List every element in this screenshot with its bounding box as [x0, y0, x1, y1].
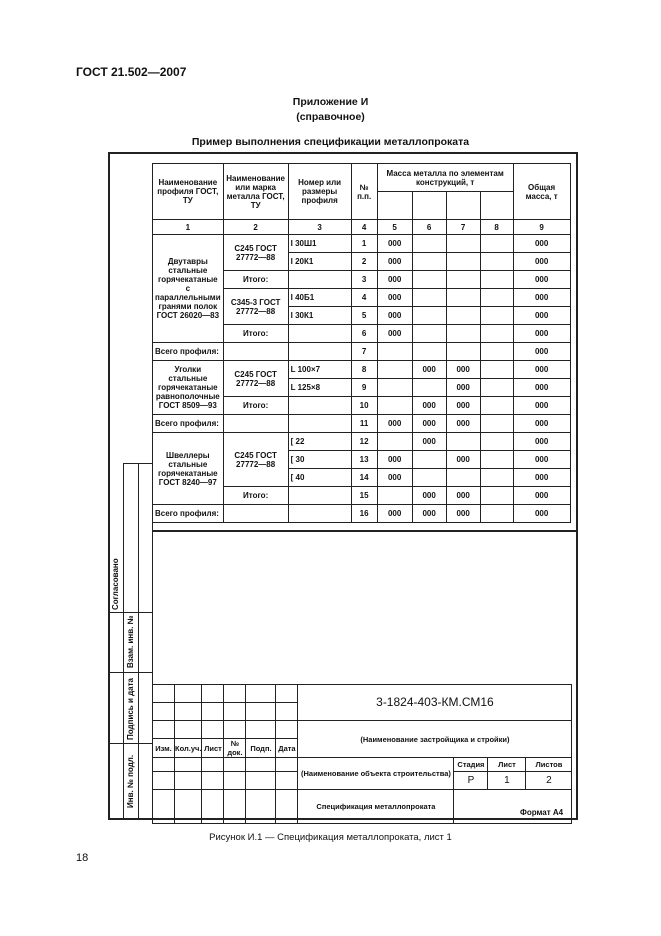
cell-mass	[412, 289, 446, 307]
cell-mass	[412, 307, 446, 325]
cell-mass	[446, 307, 480, 325]
col-number: 1	[153, 220, 224, 235]
cell-mass: 000	[446, 451, 480, 469]
cell-mass	[377, 487, 412, 505]
cell-grade: С245 ГОСТ 27772—88	[223, 235, 288, 271]
cell-total: 000	[513, 325, 570, 343]
stamp-col-label: № док.	[224, 739, 246, 758]
cell-grade: Итого:	[223, 397, 288, 415]
cell-profile: Двутавры стальные горячекатаные с параллельными гранями полок ГОСТ 26020—83	[153, 235, 224, 343]
cell-mass: 000	[412, 415, 446, 433]
side-label-agreed: Согласовано	[111, 558, 120, 610]
cell-mass: 000	[446, 487, 480, 505]
cell-num	[288, 487, 351, 505]
sheet-label: Лист	[488, 758, 526, 772]
cell-profile: Уголки стальные горячекатаные равнополочные ГОСТ 8509—93	[153, 361, 224, 415]
cell-mass	[446, 289, 480, 307]
cell-total: 000	[513, 487, 570, 505]
table-row	[153, 505, 571, 523]
col-number: 8	[480, 220, 513, 235]
cell-mass: 000	[412, 487, 446, 505]
cell-total: 000	[513, 343, 570, 361]
cell-mass	[480, 451, 513, 469]
cell-mass	[412, 379, 446, 397]
cell-mass	[446, 325, 480, 343]
cell-mass	[480, 397, 513, 415]
cell-mass	[412, 271, 446, 289]
cell-mass	[480, 271, 513, 289]
cell-grade: С345-3 ГОСТ 27772—88	[223, 289, 288, 325]
cell-mass: 000	[377, 235, 412, 253]
cell-pos: 11	[351, 415, 377, 433]
col-number: 7	[446, 220, 480, 235]
cell-mass: 000	[412, 433, 446, 451]
document-header: ГОСТ 21.502—2007	[76, 65, 187, 79]
cell-grade	[223, 343, 288, 361]
cell-pos: 3	[351, 271, 377, 289]
stage-value: Р	[454, 772, 488, 790]
col-number: 5	[377, 220, 412, 235]
specification-table	[152, 163, 571, 523]
cell-mass	[480, 253, 513, 271]
cell-mass: 000	[377, 415, 412, 433]
side-strip-line	[108, 743, 152, 744]
cell-num	[288, 343, 351, 361]
table-row	[153, 433, 571, 451]
page-number: 18	[76, 852, 89, 864]
cell-pos: 12	[351, 433, 377, 451]
cell-total: 000	[513, 379, 570, 397]
cell-mass	[480, 235, 513, 253]
header-number: Номер или размеры профиля	[288, 164, 351, 220]
col-number: 9	[513, 220, 570, 235]
cell-num	[288, 505, 351, 523]
enterprise-name: (Наименование застройщика и стройки)	[298, 721, 572, 758]
cell-total: 000	[513, 307, 570, 325]
cell-total: 000	[513, 505, 570, 523]
cell-pos: 5	[351, 307, 377, 325]
table-row	[153, 415, 571, 433]
cell-mass: 000	[446, 415, 480, 433]
cell-mass: 000	[412, 397, 446, 415]
cell-total: 000	[513, 415, 570, 433]
header-total: Общая масса, т	[513, 164, 570, 220]
col-number: 4	[351, 220, 377, 235]
object-name: (Наименование объекта строительства)	[298, 758, 454, 790]
side-label-inv-replace: Взам. инв. №	[126, 615, 135, 668]
cell-mass	[446, 253, 480, 271]
table-row	[153, 235, 571, 253]
cell-pos: 7	[351, 343, 377, 361]
table-bottom-line	[152, 530, 576, 532]
cell-mass	[377, 343, 412, 361]
cell-mass	[377, 379, 412, 397]
cell-mass	[377, 433, 412, 451]
cell-num: L 100×7	[288, 361, 351, 379]
cell-pos: 2	[351, 253, 377, 271]
cell-total: 000	[513, 361, 570, 379]
cell-num: L 125×8	[288, 379, 351, 397]
cell-num: [ 40	[288, 469, 351, 487]
side-strip-line	[123, 463, 124, 820]
cell-num	[288, 397, 351, 415]
cell-total: 000	[513, 433, 570, 451]
cell-mass	[480, 361, 513, 379]
cell-profile: Всего профиля:	[153, 505, 224, 523]
cell-mass	[377, 361, 412, 379]
cell-mass	[480, 289, 513, 307]
cell-mass	[480, 379, 513, 397]
cell-mass: 000	[377, 469, 412, 487]
stamp-col-label: Лист	[202, 739, 224, 758]
title-block	[152, 684, 572, 824]
document-name: Спецификация металлопроката	[298, 790, 454, 824]
cell-total: 000	[513, 271, 570, 289]
cell-mass	[412, 325, 446, 343]
cell-num	[288, 325, 351, 343]
cell-mass: 000	[446, 505, 480, 523]
cell-mass: 000	[446, 361, 480, 379]
cell-total: 000	[513, 469, 570, 487]
header-grade: Наименование или марка металла ГОСТ, ТУ	[223, 164, 288, 220]
stamp-col-label: Изм.	[153, 739, 175, 758]
cell-num: I 30К1	[288, 307, 351, 325]
cell-mass: 000	[446, 379, 480, 397]
cell-mass	[377, 397, 412, 415]
cell-mass: 000	[446, 397, 480, 415]
header-pos: № п.п.	[351, 164, 377, 220]
cell-total: 000	[513, 397, 570, 415]
col-number: 3	[288, 220, 351, 235]
cell-mass	[480, 343, 513, 361]
sheet-value: 1	[488, 772, 526, 790]
stamp-col-label: Подп.	[246, 739, 276, 758]
cell-mass: 000	[377, 451, 412, 469]
cell-num: I 30Ш1	[288, 235, 351, 253]
cell-grade: Итого:	[223, 325, 288, 343]
cell-mass	[480, 433, 513, 451]
cell-num: [ 30	[288, 451, 351, 469]
side-label-inv-orig: Инв. № подл.	[126, 754, 135, 808]
stage-label: Стадия	[454, 758, 488, 772]
cell-pos: 10	[351, 397, 377, 415]
column-number-row	[153, 220, 571, 235]
cell-grade	[223, 415, 288, 433]
cell-num: I 40Б1	[288, 289, 351, 307]
col-number: 2	[223, 220, 288, 235]
cell-profile: Всего профиля:	[153, 343, 224, 361]
cell-mass	[480, 487, 513, 505]
col-number: 6	[412, 220, 446, 235]
cell-profile: Швеллеры стальные горячекатаные ГОСТ 8240—97	[153, 433, 224, 505]
cell-num	[288, 271, 351, 289]
cell-mass	[480, 505, 513, 523]
cell-total: 000	[513, 253, 570, 271]
table-header-row	[153, 164, 571, 192]
cell-grade: Итого:	[223, 271, 288, 289]
cell-pos: 15	[351, 487, 377, 505]
cell-mass	[480, 325, 513, 343]
cell-profile: Всего профиля:	[153, 415, 224, 433]
cell-mass: 000	[377, 289, 412, 307]
cell-mass	[412, 253, 446, 271]
header-mass-group: Масса металла по элементам конструкций, т	[377, 164, 513, 192]
appendix-title: Приложение И	[292, 96, 369, 108]
cell-grade: С245 ГОСТ 27772—88	[223, 361, 288, 397]
cell-grade: С245 ГОСТ 27772—88	[223, 433, 288, 487]
table-row	[153, 361, 571, 379]
cell-mass	[446, 343, 480, 361]
header-profile: Наименование профиля ГОСТ, ТУ	[153, 164, 224, 220]
cell-pos: 8	[351, 361, 377, 379]
cell-mass	[480, 415, 513, 433]
cell-num	[288, 415, 351, 433]
cell-pos: 9	[351, 379, 377, 397]
sheets-label: Листов	[526, 758, 572, 772]
sheets-value: 2	[526, 772, 572, 790]
cell-total: 000	[513, 235, 570, 253]
cell-pos: 1	[351, 235, 377, 253]
cell-mass: 000	[377, 253, 412, 271]
cell-pos: 6	[351, 325, 377, 343]
cell-total: 000	[513, 289, 570, 307]
cell-mass: 000	[377, 325, 412, 343]
appendix-type: (справочное)	[296, 111, 365, 123]
side-strip-line	[138, 463, 139, 820]
stamp-col-label: Дата	[276, 739, 298, 758]
figure-title: Пример выполнения спецификации металлопроката	[191, 136, 470, 148]
side-label-sign-date: Подпись и дата	[126, 678, 135, 740]
cell-mass: 000	[412, 361, 446, 379]
figure-caption: Рисунок И.1 — Спецификация металлопроката, лист 1	[209, 832, 452, 843]
cell-total: 000	[513, 451, 570, 469]
cell-mass: 000	[377, 307, 412, 325]
cell-mass: 000	[377, 271, 412, 289]
cell-pos: 13	[351, 451, 377, 469]
cell-pos: 16	[351, 505, 377, 523]
cell-pos: 14	[351, 469, 377, 487]
appendix-heading	[0, 95, 661, 125]
cell-mass	[446, 235, 480, 253]
cell-mass	[412, 451, 446, 469]
doc-code: 3-1824-403-КМ.СМ16	[298, 685, 572, 721]
cell-pos: 4	[351, 289, 377, 307]
cell-mass	[446, 469, 480, 487]
cell-mass	[480, 469, 513, 487]
cell-mass	[446, 433, 480, 451]
cell-grade: Итого:	[223, 487, 288, 505]
cell-num: I 20К1	[288, 253, 351, 271]
cell-grade	[223, 505, 288, 523]
cell-num: [ 22	[288, 433, 351, 451]
cell-mass	[412, 343, 446, 361]
cell-mass: 000	[412, 505, 446, 523]
side-strip-line	[108, 672, 152, 673]
side-strip-line	[108, 612, 152, 613]
cell-mass	[412, 235, 446, 253]
table-row	[153, 343, 571, 361]
cell-mass	[446, 271, 480, 289]
stamp-col-label: Кол.уч.	[175, 739, 202, 758]
format-label: Формат А4	[520, 808, 564, 817]
cell-mass: 000	[377, 505, 412, 523]
cell-mass	[412, 469, 446, 487]
side-strip-line	[123, 463, 152, 464]
cell-mass	[480, 307, 513, 325]
